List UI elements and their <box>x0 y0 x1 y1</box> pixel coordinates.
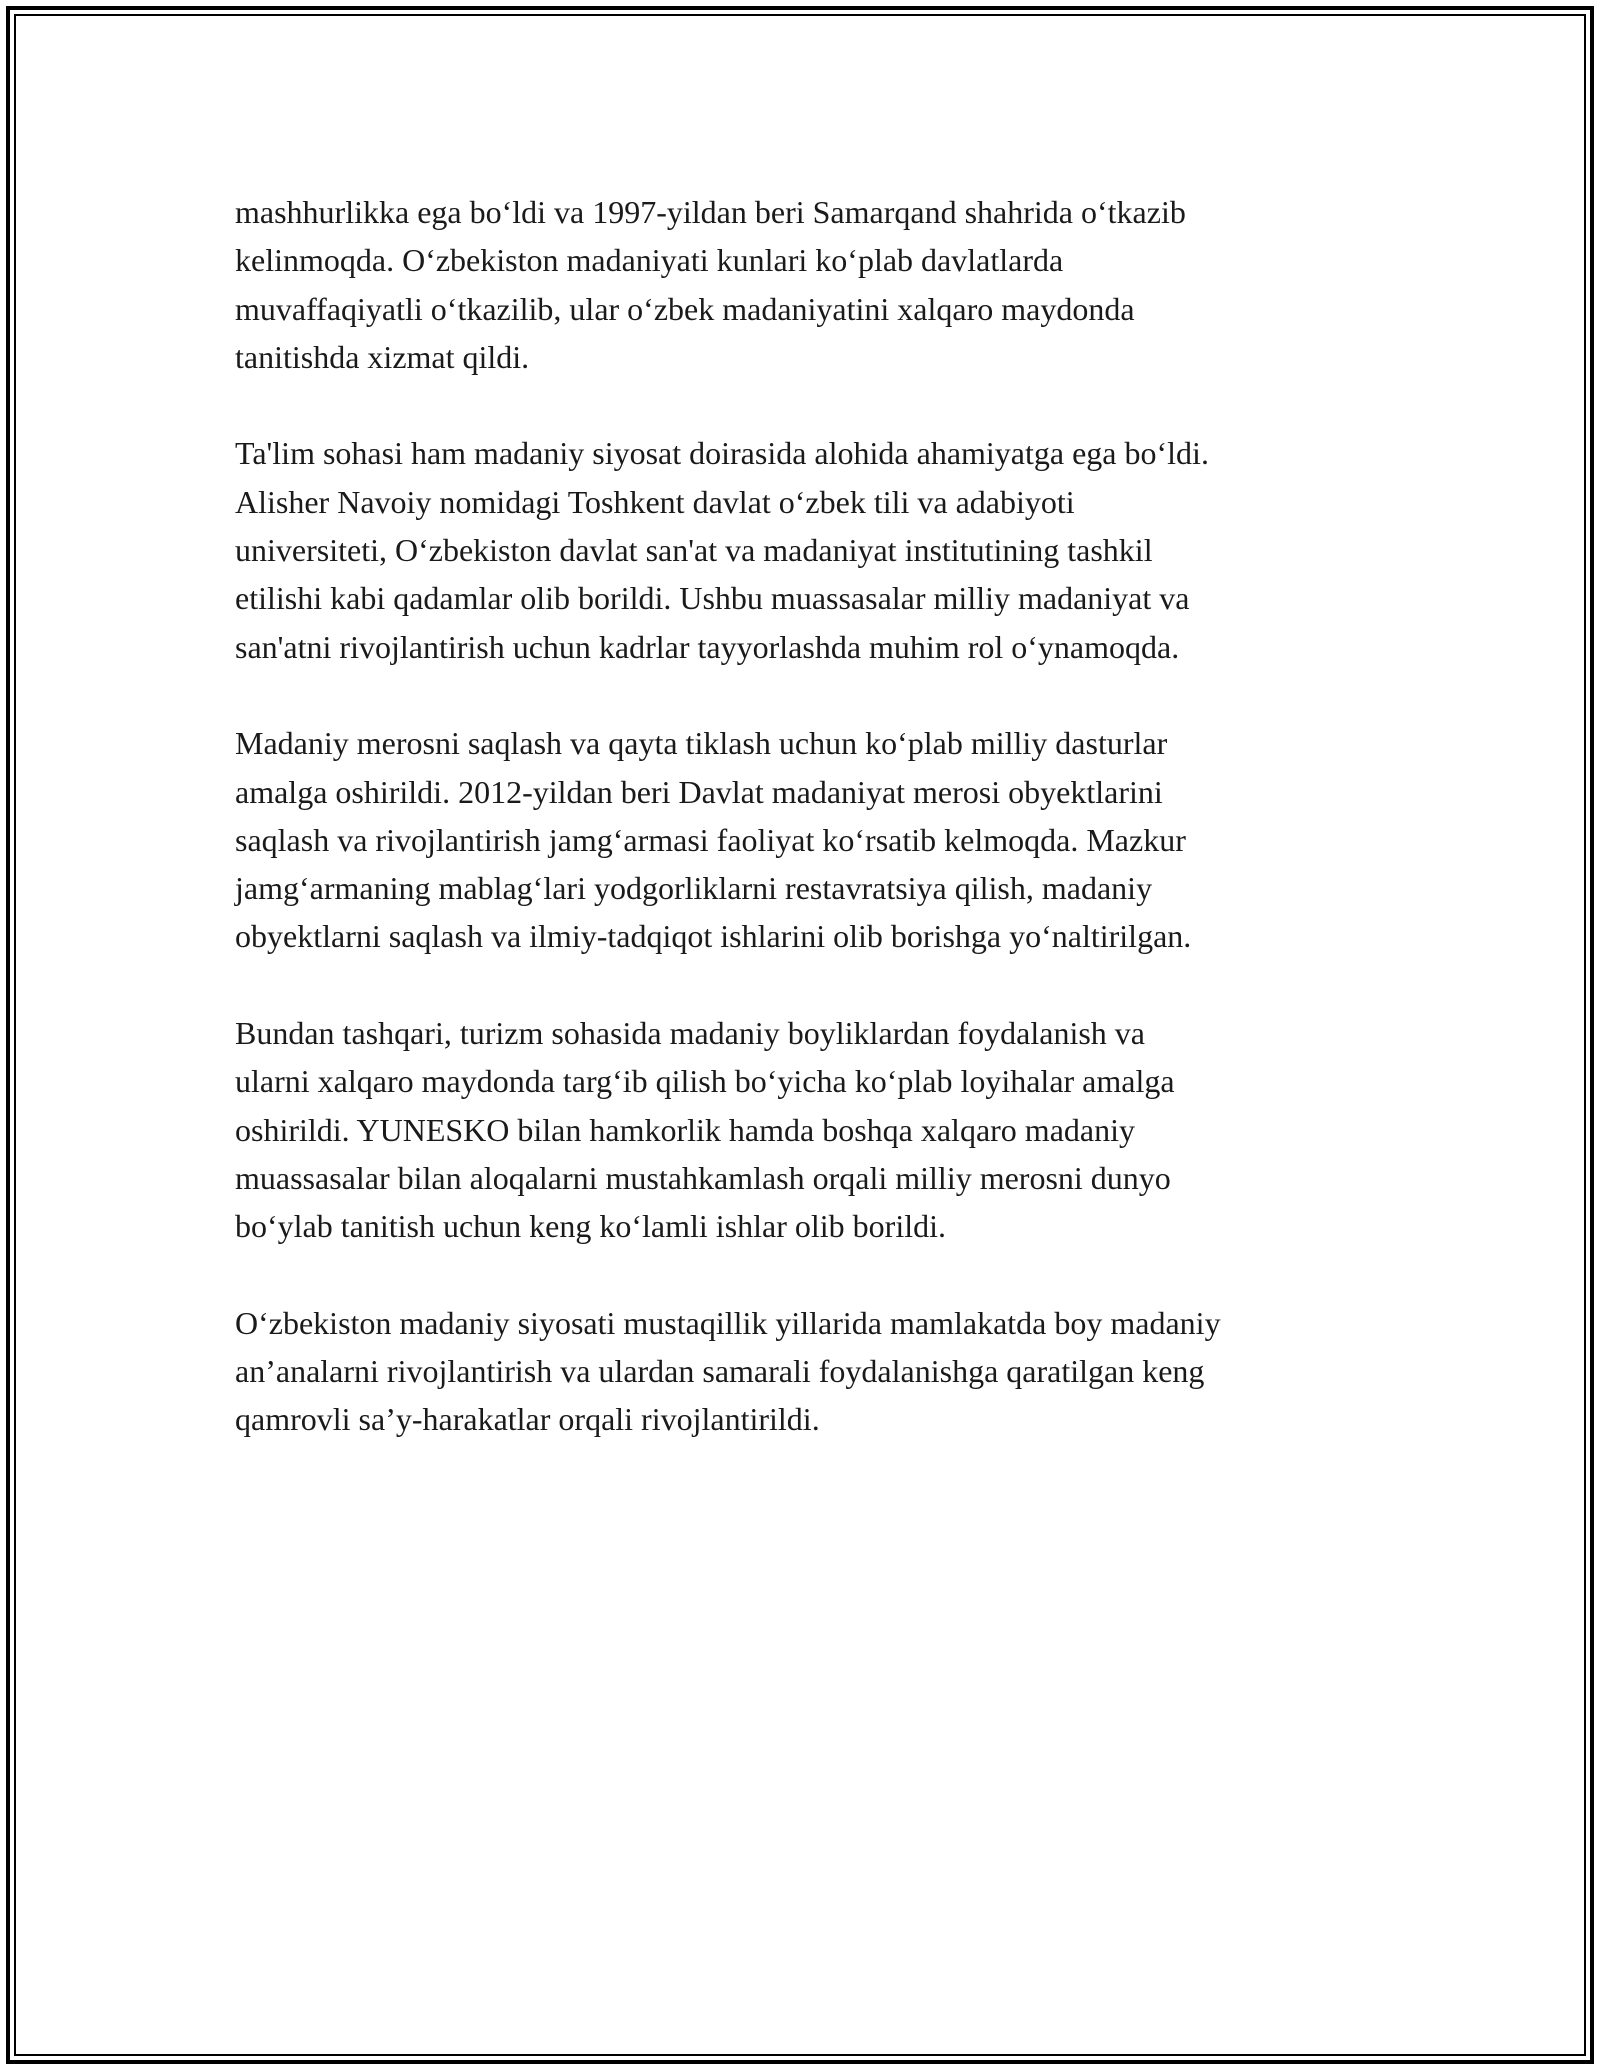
paragraph-1 <box>235 188 1385 381</box>
paragraph-line: obyektlarni saqlash va ilmiy-tadqiqot ishlarini olib borishga yo‘naltirilgan. <box>235 918 1192 955</box>
paragraph-line: san'atni rivojlantirish uchun kadrlar tayyorlashda muhim rol o‘ynamoqda. <box>235 628 1180 665</box>
document-body <box>235 188 1385 1492</box>
paragraph-line: Bundan tashqari, turizm sohasida madaniy boyliklardan foydalanish va <box>235 1015 1145 1052</box>
paragraph-line: muassasalar bilan aloqalarni mustahkamlash orqali milliy merosni dunyo <box>235 1159 1171 1196</box>
paragraph-line: etilishi kabi qadamlar olib borildi. Ushbu muassasalar milliy madaniyat va <box>235 580 1190 617</box>
paragraph-line: kelinmoqda. O‘zbekiston madaniyati kunlari ko‘plab davlatlarda <box>235 242 1064 279</box>
paragraph-line: amalga oshirildi. 2012-yildan beri Davlat madaniyat merosi obyektlarini <box>235 773 1163 810</box>
paragraph-line: qamrovli sa’y-harakatlar orqali rivojlantirildi. <box>235 1401 820 1438</box>
paragraph-line: O‘zbekiston madaniy siyosati mustaqillik yillarida mamlakatda boy madaniy <box>235 1304 1221 1341</box>
paragraph-line: ularni xalqaro maydonda targ‘ib qilish bo‘yicha ko‘plab loyihalar amalga <box>235 1063 1175 1100</box>
paragraph-line: bo‘ylab tanitish uchun keng ko‘lamli ishlar olib borildi. <box>235 1208 946 1245</box>
paragraph-4 <box>235 1009 1385 1250</box>
paragraph-line: muvaffaqiyatli o‘tkazilib, ular o‘zbek madaniyatini xalqaro maydonda <box>235 290 1135 327</box>
paragraph-line: jamg‘armaning mablag‘lari yodgorliklarni restavratsiya qilish, madaniy <box>235 870 1153 907</box>
paragraph-5 <box>235 1299 1385 1444</box>
paragraph-line: Madaniy merosni saqlash va qayta tiklash uchun ko‘plab milliy dasturlar <box>235 725 1168 762</box>
paragraph-line: Ta'lim sohasi ham madaniy siyosat doirasida alohida ahamiyatga ega bo‘ldi. <box>235 435 1209 472</box>
paragraph-line: oshirildi. YUNESKO bilan hamkorlik hamda boshqa xalqaro madaniy <box>235 1111 1135 1148</box>
paragraph-line: mashhurlikka ega bo‘ldi va 1997-yildan beri Samarqand shahrida o‘tkazib <box>235 194 1186 230</box>
paragraph-line: universiteti, O‘zbekiston davlat san'at va madaniyat institutining tashkil <box>235 532 1153 569</box>
paragraph-line: an’analarni rivojlantirish va ulardan samarali foydalanishga qaratilgan keng <box>235 1353 1205 1390</box>
paragraph-3 <box>235 719 1385 960</box>
paragraph-line: Alisher Navoiy nomidagi Toshkent davlat o‘zbek tili va adabiyoti <box>235 483 1075 520</box>
paragraph-line: saqlash va rivojlantirish jamg‘armasi faoliyat ko‘rsatib kelmoqda. Mazkur <box>235 821 1186 858</box>
paragraph-2 <box>235 429 1385 670</box>
paragraph-line: tanitishda xizmat qildi. <box>235 338 530 375</box>
